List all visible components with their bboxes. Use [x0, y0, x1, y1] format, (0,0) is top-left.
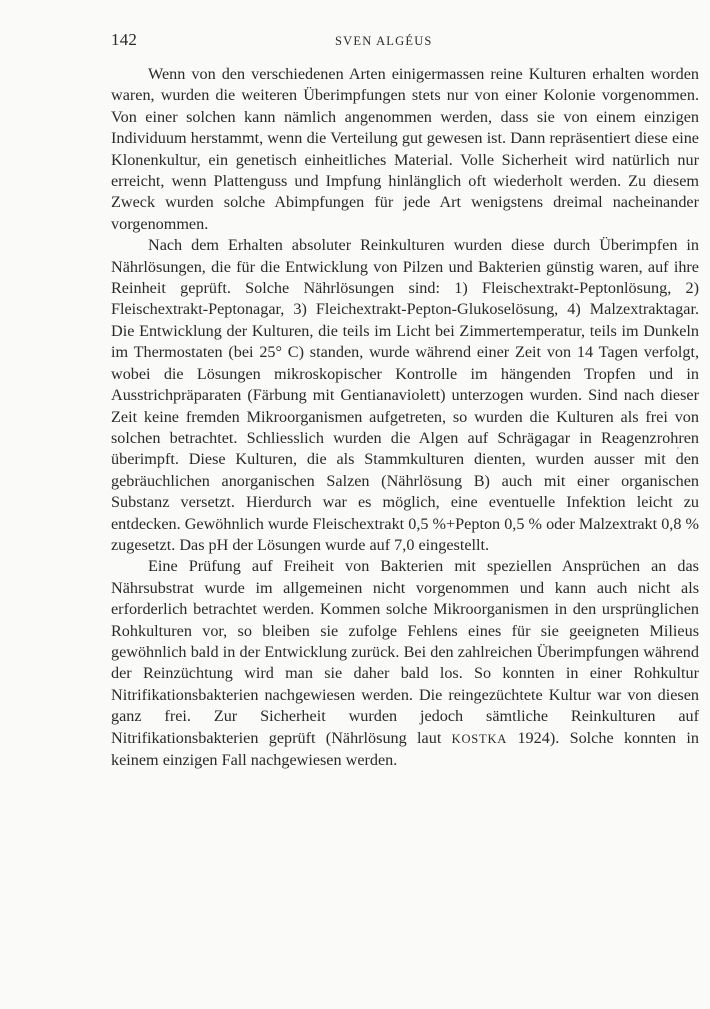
- scan-speck: [677, 447, 679, 449]
- running-head: SVEN ALGÉUS: [335, 34, 433, 48]
- paragraph-closing: ). Solche konnten in keinem einzigen Fall nachgewiesen werden.: [111, 728, 699, 769]
- page-header: [111, 30, 710, 54]
- citation-author: KOSTKA: [451, 731, 508, 746]
- paragraph: Nach dem Erhalten absoluter Reinkulturen wurden diese durch Überimpfen in Nährlösungen, die für die Entwicklung von Pilzen und Bakterien günstig waren, auf ihre Reinheit geprüft. Solche Nährlösungen sind: 1) Fleischextrakt-Peptonlösung, 2) Fleischextrakt-Peptonagar, 3) Fleichextrakt-Pepton-Glukoselösung, 4) Malzextraktagar. Die Entwicklung der Kulturen, die teils im Licht bei Zimmertemperatur, teils im Dunkeln im Thermostaten (bei 25° C) standen, wurde während einer Zeit von 14 Tagen verfolgt, wobei die Lösungen mikroskopischer Kontrolle im hängenden Tropfen und in Ausstrichpräparaten (Färbung mit Gentianaviolett) unterzogen wurden. Sind nach dieser Zeit keine fremden Mikroorganismen aufgetreten, so wurden die Kulturen als frei von solchen betrachtet. Schliesslich wurden die Algen auf Schrägagar in Reagenzrohren überimpft. Diese Kulturen, die als Stammkulturen dienten, wurden ausser mit den gebräuchlichen anorganischen Salzen (Nährlösung B) auch mit einer organischen Substanz versetzt. Hierdurch war es möglich, eine eventuelle Infektion leicht zu entdecken. Gewöhnlich wurde Fleischextrakt 0,5 %+Pepton 0,5 % oder Malzextrakt 0,8 % zugesetzt. Das pH der Lösungen wurde auf 7,0 eingestellt.: [111, 236, 699, 554]
- page-number: 142: [111, 30, 138, 49]
- citation-year: 1924: [517, 728, 550, 747]
- paragraph: Wenn von den verschiedenen Arten einigermassen reine Kulturen erhalten worden waren, wurden die weiteren Überimpfungen stets nur von einer Kolonie vorgenommen. Von einer solchen kann nämlich angenommen werden, dass sie von einem einzigen Individuum herstammt, wenn die Verteilung gut gewesen ist. Dann repräsentiert diese eine Klonenkultur, ein genetisch einheitliches Material. Volle Sicherheit wird natürlich nur erreicht, wenn Plattenguss und Impfung hinlänglich oft wiederholt werden. Zu diesem Zweck wurden solche Abimpfungen für jede Art wenigstens dreimal nacheinander vorgenommen.: [111, 65, 699, 233]
- paragraph-text: Eine Prüfung auf Freiheit von Bakterien mit speziellen Ansprüchen an das Nährsubstrat wurde im allgemeinen nicht vorgenommen und kann auch nicht als erforderlich betrachtet werden. Kommen solche Mikroorganismen in den ursprünglichen Rohkulturen vor, so bleiben sie zufolge Fehlens eines für sie geeigneten Milieus gewöhnlich bald in der Entwicklung zurück. Bei den zahlreichen Überimpfungen während der Reinzüchtung wird man sie daher bald los. So konnten in einer Rohkultur Nitrifikationsbakterien nachgewiesen werden. Die reingezüchtete Kultur war von diesen ganz frei. Zur Sicherheit wurden jedoch sämtliche Reinkulturen auf Nitrifikationsbakterien geprüft (Nährlösung laut: [111, 557, 699, 747]
- paragraph: [111, 556, 699, 771]
- body-text: [111, 64, 699, 771]
